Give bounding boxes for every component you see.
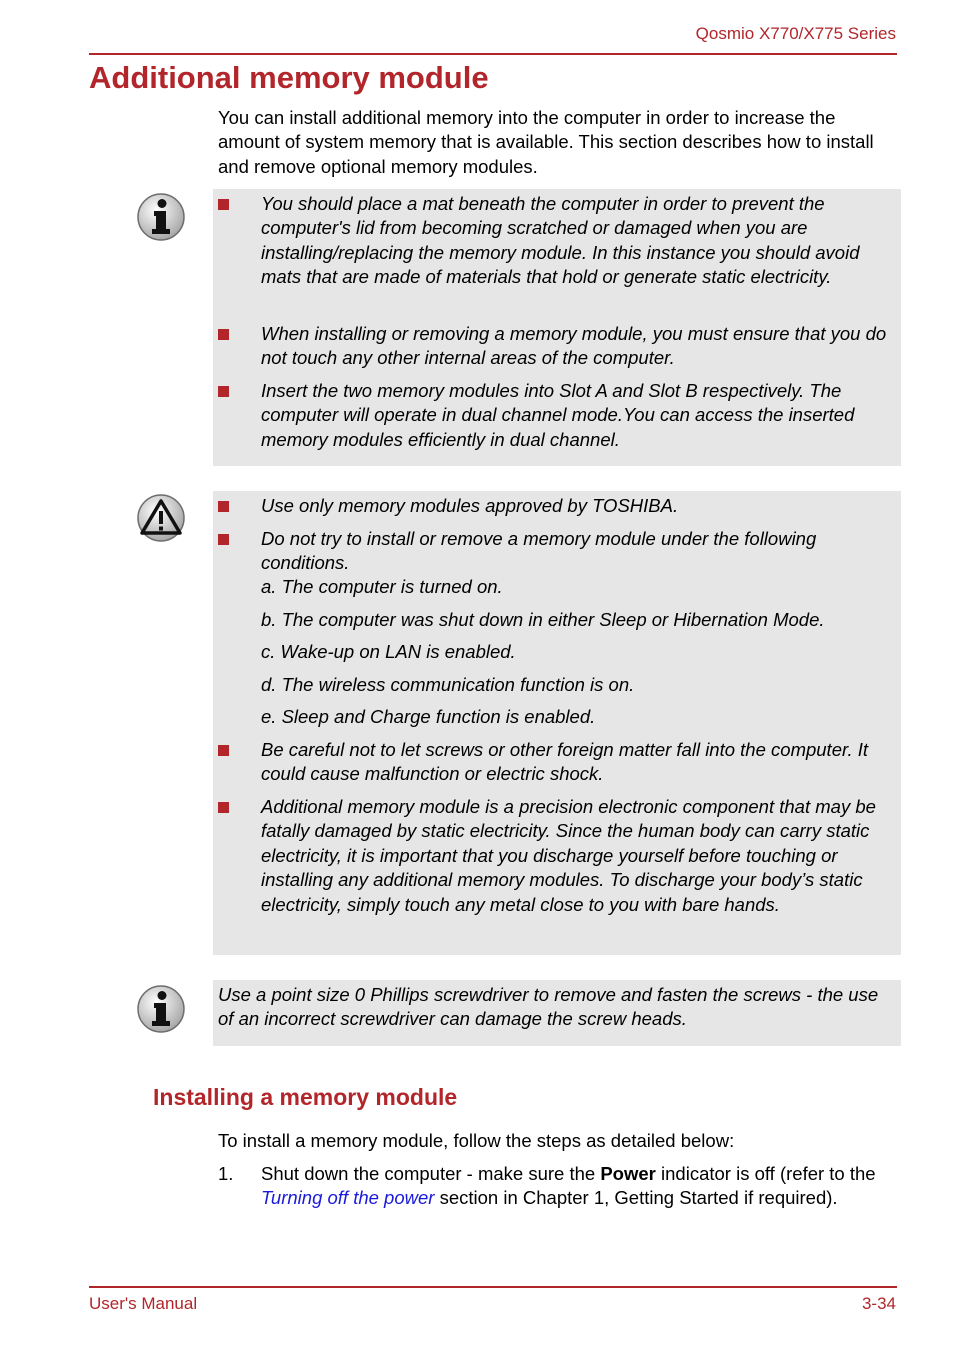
step-number: 1. [218,1163,234,1184]
steps-intro: To install a memory module, follow the steps as detailed below: [218,1130,735,1151]
caution-item: Use only memory modules approved by TOSHIBA. [261,495,679,516]
note1-item: You should place a mat beneath the computer in order to prevent the computer's lid from becoming scratched or damaged when you are installing/replacing the memory module. In this instance you should avoid mats that are made of materials that hold or generate static electricity. [261,193,860,288]
condition-item: c. Wake-up on LAN is enabled. [261,641,516,662]
caution-item: Do not try to install or remove a memory module under the following conditions. [261,528,817,574]
caution-item: Be careful not to let screws or other foreign matter fall into the computer. It could cause malfunction or electric shock. [261,739,869,785]
bullet-marker [218,745,229,756]
note1-item: When installing or removing a memory module, you must ensure that you do not touch any other internal areas of the computer. [261,323,887,369]
subsection-title: Installing a memory module [153,1084,458,1110]
page-number: 3-34 [861,1294,896,1313]
bullet-marker [218,802,229,813]
footer-manual-label: User's Manual [89,1294,198,1313]
condition-item: e. Sleep and Charge function is enabled. [261,706,596,727]
header-rule [89,53,897,55]
note2-text: Use a point size 0 Phillips screwdriver to remove and fasten the screws - the use of an incorrect screwdriver can damage the screw heads. [218,984,879,1030]
step-text [261,1162,891,1211]
condition-item: b. The computer was shut down in either Sleep or Hibernation Mode. [261,609,825,630]
turning-off-power-link[interactable]: Turning off the power [261,1187,435,1209]
condition-item: a. The computer is turned on. [261,576,503,597]
step-text-pre: Shut down the computer - make sure the [261,1163,601,1184]
bullet-marker [218,501,229,512]
section-title: Additional memory module [89,60,489,95]
warning-icon [136,493,186,543]
intro-paragraph: You can install additional memory into the computer in order to increase the amount of system memory that is available. This section describes how to install and remove optional memory modules. [218,107,874,177]
caution-item: Additional memory module is a precision electronic component that may be fatally damaged by static electricity. Since the human body can carry static electricity, it is important that you discharge yourself before touching or installing any additional memory modules. To discharge your body’s static electricity, simply touch any metal close to you with bare hands. [261,796,876,915]
bullet-marker [218,534,229,545]
bullet-marker [218,386,229,397]
step-text-mid: indicator is off (refer to the [655,1163,876,1184]
running-header: Qosmio X770/X775 Series [695,24,896,43]
condition-item: d. The wireless communication function is on. [261,674,635,695]
info-icon [136,192,186,242]
bullet-marker [218,199,229,210]
step-text-post: section in Chapter 1, Getting Started if required). [434,1187,838,1209]
footer-rule [89,1286,897,1288]
bullet-marker [218,329,229,340]
info-icon [136,984,186,1034]
note1-item: Insert the two memory modules into Slot A and Slot B respectively. The computer will operate in dual channel mode.You can access the inserted memory modules efficiently in dual channel. [261,380,855,450]
power-term: Power [600,1163,656,1184]
